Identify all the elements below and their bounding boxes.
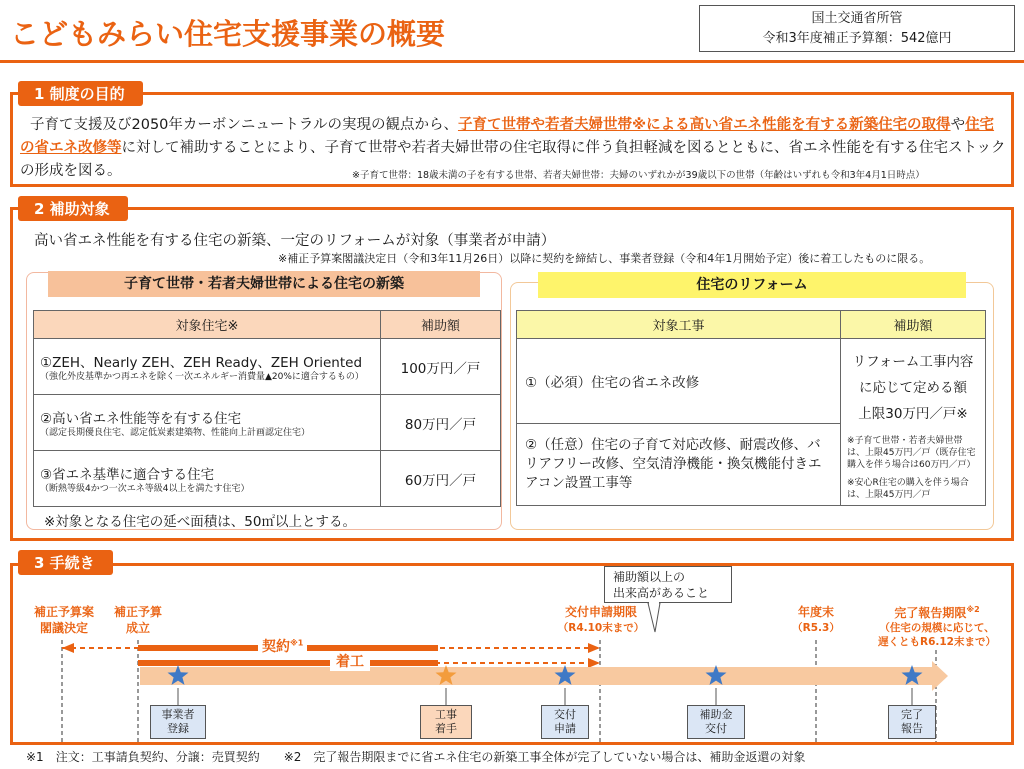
- reform-cap-note-1: ※子育て世帯・若者夫婦世帯は、上限45万円／戸（既存住宅購入を伴う場合は60万円／戸）: [847, 436, 976, 470]
- milestone-completion-deadline: 完了報告期限$^{※2}$ （住宅の規模に応じて、 遅くともR6.12末まで）: [878, 605, 996, 648]
- purpose-highlight-1: 子育て世帯や若者夫婦世帯※による高い省エネ性能を有する新築住宅の取得: [457, 117, 951, 133]
- milestone-budget-passed: 補正予算 成立: [113, 605, 162, 635]
- row-title: ①ZEH、Nearly ZEH、ZEH Ready、ZEH Oriented: [40, 354, 363, 371]
- eligibility-note: ※補正予算案閣議決定日（令和3年11月26日）以降に契約を締結し、事業者登録（令和4年1月開始予定）後に着工したものに限る。: [278, 252, 931, 265]
- construction-solid-segment: [138, 660, 438, 666]
- reform-amount-cap: 上限30万円／戸※: [858, 406, 968, 422]
- col-target-housing: 対象住宅※: [34, 311, 381, 339]
- row-detail: （強化外皮基準かつ再エネを除く一次エネルギー消費量▲20%に適合するもの）: [40, 371, 364, 382]
- row-detail: （断熱等級4かつ一次エネ等級4以上を満たす住宅）: [40, 483, 250, 494]
- floor-area-note: ※対象となる住宅の延べ面積は、50㎡以上とする。: [44, 514, 356, 530]
- progress-requirement-callout: 補助額以上の 出来高があること: [604, 566, 732, 603]
- step-application: 交付 申請: [541, 705, 589, 739]
- reform-cap-note-2: ※安心R住宅の購入を伴う場合は、上限45万円／戸: [847, 478, 969, 500]
- contract-arrow-right: [588, 643, 600, 653]
- page-title: こどもみらい住宅支援事業の概要: [10, 17, 446, 51]
- purpose-note: ※子育て世帯：18歳未満の子を有する世帯、若者夫婦世帯：夫婦のいずれかが39歳以下の世帯（年齢はいずれも令和3年4月1日時点）: [352, 170, 925, 181]
- eligibility-lead: 高い省エネ性能を有する住宅の新築、一定のリフォームが対象（事業者が申請）: [34, 233, 556, 249]
- milestone-application-deadline: 交付申請期限 （R4.10末まで）: [557, 605, 645, 634]
- col-subsidy: 補助額: [381, 311, 501, 339]
- contract-label: 契約$^{※1}$: [258, 636, 307, 656]
- purpose-highlight-2: 住宅の省エネ改修等: [20, 117, 995, 156]
- ministry-name: 国土交通省所管: [811, 11, 903, 26]
- row-amount: 100万円／戸: [381, 339, 501, 395]
- process-arrow-body: [140, 667, 932, 685]
- row-title: ③省エネ基準に適合する住宅: [40, 466, 215, 483]
- col-work: 対象工事: [517, 311, 841, 339]
- contract-arrow-left: [62, 643, 74, 653]
- construction-arrow-right: [588, 658, 600, 668]
- construction-label: 着工: [330, 651, 370, 671]
- reform-amount-rule: リフォーム工事内容に応じて定める額: [852, 354, 974, 396]
- step-completion-report: 完了 報告: [888, 705, 936, 739]
- purpose-text-b: や: [950, 117, 966, 133]
- section-purpose-tab: 1 制度の目的: [18, 81, 143, 106]
- row-amount: 80万円／戸: [381, 395, 501, 451]
- work-optional: ②（任意）住宅の子育て対応改修、耐震改修、バリアフリー改修、空気清浄機能・換気機能付きエアコン設置工事等: [517, 423, 841, 506]
- step-register: 事業者 登録: [150, 705, 206, 739]
- new-build-caption: 子育て世帯・若者夫婦世帯による住宅の新築: [48, 271, 480, 297]
- step-construction-start: 工事 着手: [420, 705, 472, 739]
- callout-pointer: [648, 603, 660, 632]
- section-eligibility-tab: 2 補助対象: [18, 196, 128, 221]
- row-amount: 60万円／戸: [381, 451, 501, 507]
- work-required: ①（必須）住宅の省エネ改修: [517, 339, 841, 424]
- process-arrow-head: [932, 661, 948, 691]
- col-subsidy: 補助額: [841, 311, 986, 339]
- row-title: ②高い省エネ性能等を有する住宅: [40, 410, 242, 427]
- budget-amount: 令和3年度補正予算額：542億円: [762, 31, 952, 46]
- milestone-cabinet-decision: 補正予算案 閣議決定: [33, 605, 94, 635]
- purpose-text-c: に対して補助することにより、子育て世帯や若者夫婦世帯の住宅取得に伴う負担軽減を図るとともに、省エネ性能を有する住宅ストックの形成を図る。: [20, 140, 1006, 179]
- step-subsidy-payment: 補助金 交付: [687, 705, 745, 739]
- purpose-text-a: 子育て支援及び2050年カーボンニュートラルの実現の観点から、: [30, 117, 458, 133]
- footnote: ※1 注文：工事請負契約、分譲：売買契約 ※2 完了報告期限までに省エネ住宅の新築工事全体が完了していない場合は、補助金返還の対象: [26, 750, 806, 764]
- reform-caption: 住宅のリフォーム: [538, 272, 966, 298]
- row-detail: （認定長期優良住宅、認定低炭素建築物、性能向上計画認定住宅）: [40, 427, 311, 438]
- section-procedure-tab: 3 手続き: [18, 550, 113, 575]
- milestone-fiscal-year-end: 年度末 （R5.3）: [792, 605, 840, 634]
